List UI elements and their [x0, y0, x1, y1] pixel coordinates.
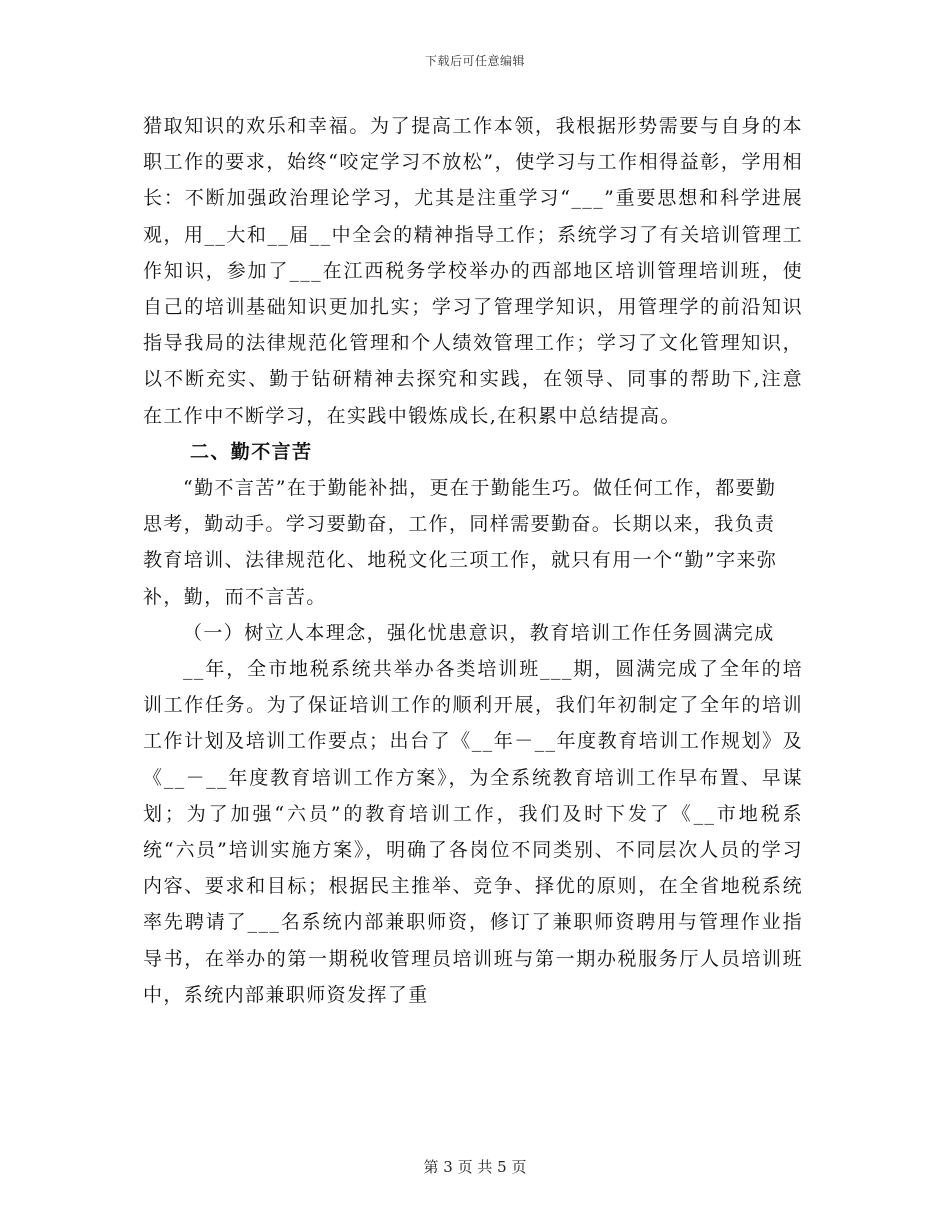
page-header-note: 下载后可任意编辑: [424, 54, 525, 68]
document-body: [143, 108, 803, 1013]
paragraph-diligence: “勤不言苦”在于勤能补拙，更在于勤能生巧。做任何工作，都要勤思考，勤动手。学习要勤奋，工作，同样需要勤奋。长期以来，我负责教育培训、法律规范化、地税文化三项工作，就只有用一个“勤”字来弥补，勤，而不言苦。: [143, 477, 778, 608]
paragraph-continued: 猎取知识的欢乐和幸福。为了提高工作本领，我根据形势需要与自身的本职工作的要求，始终“咬定学习不放松”，使学习与工作相得益彰，学用相长：不断加强政治理论学习，尤其是注重学习“___”重要思想和科学进展观，用__大和__届__中全会的精神指导工作；系统学习了有关培训管理工作知识，参加了___在江西税务学校举办的西部地区培训管理培训班，使自己的培训基础知识更加扎实；学习了管理学知识，用管理学的前沿知识指导我局的法律规范化管理和个人绩效管理工作；学习了文化管理知识，以不断充实、勤于钻研精神去探究和实践，在领导、同事的帮助下,注意在工作中不断学习，在实践中锻炼成长,在积累中总结提高。: [143, 115, 803, 427]
paragraph-training: __年，全市地税系统共举办各类培训班___期，圆满完成了全年的培训工作任务。为了保证培训工作的顺利开展，我们年初制定了全年的培训工作计划及培训工作要点；出台了《__年－__年度教育培训工作规划》及《__－__年度教育培训工作方案》，为全系统教育培训工作早布置、早谋划；为了加强“六员”的教育培训工作，我们及时下发了《__市地税系统“六员”培训实施方案》，明确了各岗位不同类别、不同层次人员的学习内容、要求和目标；根据民主推举、竞争、择优的原则，在全省地税系统率先聘请了___名系统内部兼职师资，修订了兼职师资聘用与管理作业指导书，在举办的第一期税收管理员培训班与第一期办税服务厅人员培训班中，系统内部兼职师资发挥了重: [143, 658, 803, 1006]
section-heading: 二、勤不言苦: [190, 440, 313, 463]
page-number: 第 3 页 共 5 页: [423, 1158, 527, 1176]
subsection-heading: （一）树立人本理念，强化忧患意识，教育培训工作任务圆满完成: [183, 621, 775, 644]
